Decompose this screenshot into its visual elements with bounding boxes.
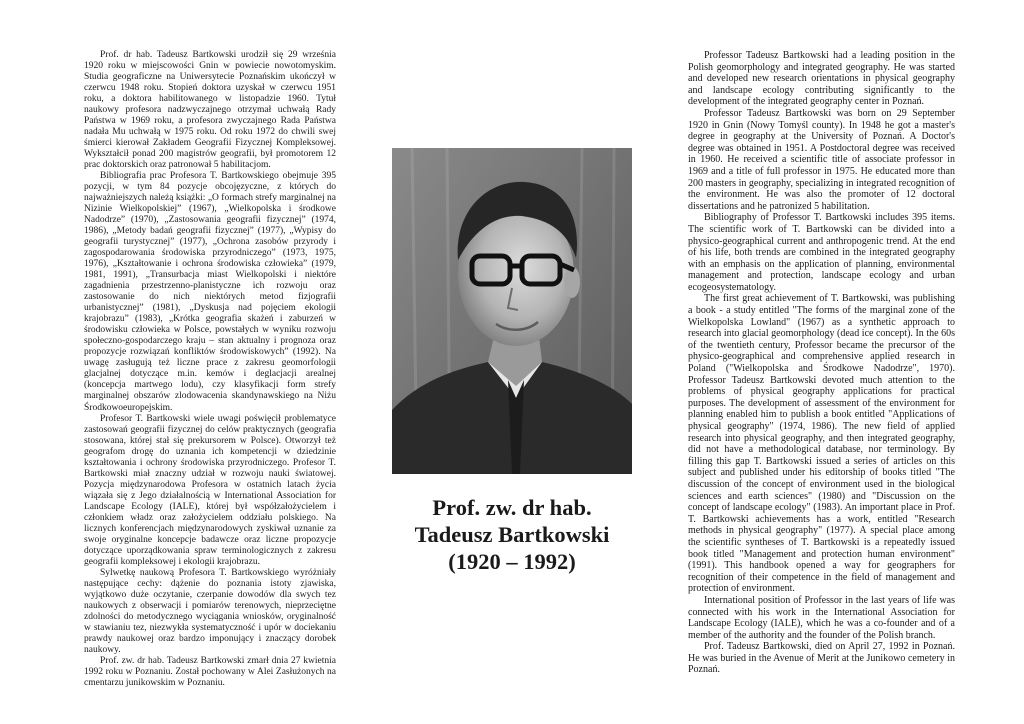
polish-biography-column	[84, 50, 336, 689]
polish-paragraph-5: Prof. zw. dr hab. Tadeusz Bartkowski zmarł dnia 27 kwietnia 1992 roku w Poznaniu. Został pochowany w Alei Zasłużonych na cmentarzu junikowskim w Poznaniu.	[84, 655, 336, 688]
title-line-2: Tadeusz Bartkowski	[414, 522, 610, 547]
portrait-photo	[392, 148, 632, 474]
english-paragraph-5: International position of Professor in the last years of life was connected with his work in the International Association for Landscape Ecology (IALE), which he was a co-founder and of a member of the authority and the founder of the Polish branch.	[688, 594, 955, 641]
english-paragraph-3: Bibliography of Professor T. Bartkowski includes 395 items. The scientific work of T. Bartkowski can be divided into a physico-geographical current and anthropogenic trend. At the end of his life, both trends are combined in the integrated geography with an emphasis on the application of planning, environmental management and protection, landscape ecology and urban ecogeosystematology.	[688, 212, 955, 293]
portrait-title	[380, 494, 644, 575]
polish-paragraph-4: Sylwetkę naukową Profesora T. Bartkowskiego wyróżniały następujące cechy: dążenie do poznania istoty zjawiska, wyjątkowo duże oczytanie, czerpanie dowodów dla swych tez naukowych z obserwacji i pomiarów terenowych, nieprzeciętne zdolności do metodycznego wyciągania wniosków, oryginalność w stawianiu tez, niezwykła systematyczność i upór w dociekaniu prawdy naukowej oraz bardzo imponujący i znaczący dorobek naukowy.	[84, 567, 336, 655]
english-paragraph-6: Prof. Tadeusz Bartkowski, died on April 27, 1992 in Poznań. He was buried in the Avenue of Merit at the Junikowo cemetery in Poznań.	[688, 641, 955, 676]
polish-paragraph-1: Prof. dr hab. Tadeusz Bartkowski urodził się 29 września 1920 roku w miejscowości Gnin w powiecie nowotomyskim. Studia geograficzne na Uniwersytecie Poznańskim ukończył w czerwcu 1948 roku. Stopień doktora uzyskał w czerwcu 1951 roku, a doktora habilitowanego w listopadzie 1960. Tytuł naukowy profesora nadzwyczajnego otrzymał uchwałą Rady Państwa w 1969 roku, a profesora zwyczajnego Rada Państwa nadała Mu uchwałą w 1975 roku. Od roku 1972 do chwili swej śmierci kierował Zakładem Geografii Fizycznej Kompleksowej. Wykształcił ponad 200 magistrów geografii, był promotorem 12 prac doktorskich oraz patronował 5 habilitacjom.	[84, 50, 336, 171]
english-biography-column	[688, 50, 955, 676]
polish-paragraph-3: Profesor T. Bartkowski wiele uwagi poświęcił problematyce zastosowań geografii fizycznej do celów praktycznych (geografia stosowana, której stał się prekursorem w Polsce). Otworzył też geografom drogę do uznania ich kompetencji w dziedzinie kształtowania i ochrony środowiska przyrodniczego. Profesor T. Bartkowski miał znaczny udział w rozwoju nauki światowej. Pozycja międzynarodowa Profesora w ostatnich latach życia wiązała się z Jego działalnością w International Association for Landscape Ecology (IALE), której był współzałożycielem i członkiem władz oraz założycielem oddziału polskiego. Na licznych konferencjach międzynarodowych zyskiwał uznanie za swoje oryginalne koncepcje badawcze oraz liczne propozycje dotyczące uporządkowania spraw terminologicznych z zakresu geografii kompleksowej i ekologii krajobrazu.	[84, 413, 336, 567]
title-line-3: (1920 – 1992)	[448, 549, 576, 574]
english-paragraph-4: The first great achievement of T. Bartkowski, was publishing a book - a study entitled "The forms of the marginal zone of the Wielkopolska Lowland" (1967) as a synthetic approach to research into glacial geomorphology (dead ice concept). In the 60s of the twentieth century, Professor became the precursor of the physico-geographical and comprehensive applied research in Poland ("Wielkopolska and Środkowe Nadodrze", 1970). Professor Tadeusz Bartkowski devoted much attention to the problems of physical geography applications for practical purposes. The development of assessment of the environment for planning enabled him to publish a book entitled "Applications of physical geography" (1974, 1986). The new field of applied research into physical geography, and then integrated geography, did not have a methodological database, nor terminology. By filling this gap T. Bartkowski issued a series of articles on this subject and published under his editorship of books titled "The discussion of the concept of environment used in the biological sciences and earth sciences" (1980) and "Discussion on the concept of landscape ecology" (1983). An important place in Prof. T. Bartkowski achievements has a work, entitled "Research methods in physical geography" (1977). A special place among the scientific syntheses of T. Bartkowski is a repeatedly issued book titled "Management and protection human environment" (1991). This handbook opened a way for geographers for recognition of their competence in the field of management and protection of environment.	[688, 293, 955, 595]
english-paragraph-1: Professor Tadeusz Bartkowski had a leading position in the Polish geomorphology and integrated geography. He was started and developed new research orientations in physical geography and landscape ecology contributing significantly to the development of the integrated geography center in Poznań.	[688, 50, 955, 108]
english-paragraph-2: Professor Tadeusz Bartkowski was born on 29 September 1920 in Gnin (Nowy Tomyśl county). In 1948 he got a master's degree in geography at the University of Poznań. A Doctor's degree was obtained in 1951. A Postdoctoral degree was received in 1960. He received a scientific title of associate professor in 1969 and a title of full professor in 1975. He educated more than 200 masters in geography, specializing in integrated recognition of the environment. He was also the promoter of 12 doctoral dissertations and he patronized 5 habilitation.	[688, 107, 955, 212]
polish-paragraph-2: Bibliografia prac Profesora T. Bartkowskiego obejmuje 395 pozycji, w tym 84 pozycje obcojęzyczne, z których do najważniejszych należą książki: „O formach strefy marginalnej na Nizinie Wielkopolskiej” (1967), „Wielkopolska i środkowe Nadodrze” (1970), „Zastosowania geografii fizycznej” (1974, 1986), „Metody badań geografii fizycznej” (1977), „Wypisy do geografii turystycznej” (1977), „Ochrona zasobów przyrody i zagospodarowania środowiska przyrodniczego” (1973, 1975, 1976), „Kształtowanie i ochrona środowiska człowieka” (1979, 1981, 1991), „Transurbacja miast Wielkopolski i niektóre zagadnienia przestrzenno-planistyczne ich rozwoju oraz zastosowanie do nich niektórych metod fizjografii urbanistycznej” (1981), „Dyskusja nad pojęciem ekologii krajobrazu” (1983), „Krótka geografia skażeń i zaburzeń w środowisku człowieka w Polsce, powstałych w wyniku rozwoju społeczno-gospodarczego kraju – stan aktualny i prognoza oraz propozycje rozwiązań konfliktów środowiskowych” (1992). Na uwagę zasługują też liczne prace z zakresu geomorfologii glacjalnej dotyczące m.in. kemów i deglacjacji arealnej (koncepcja martwego lodu), czy klasyfikacji form strefy marginalnej obszarów zlodowacenia skandynawskiego na Niżu Środkowoeuropejskim.	[84, 171, 336, 413]
title-line-1: Prof. zw. dr hab.	[432, 495, 592, 520]
